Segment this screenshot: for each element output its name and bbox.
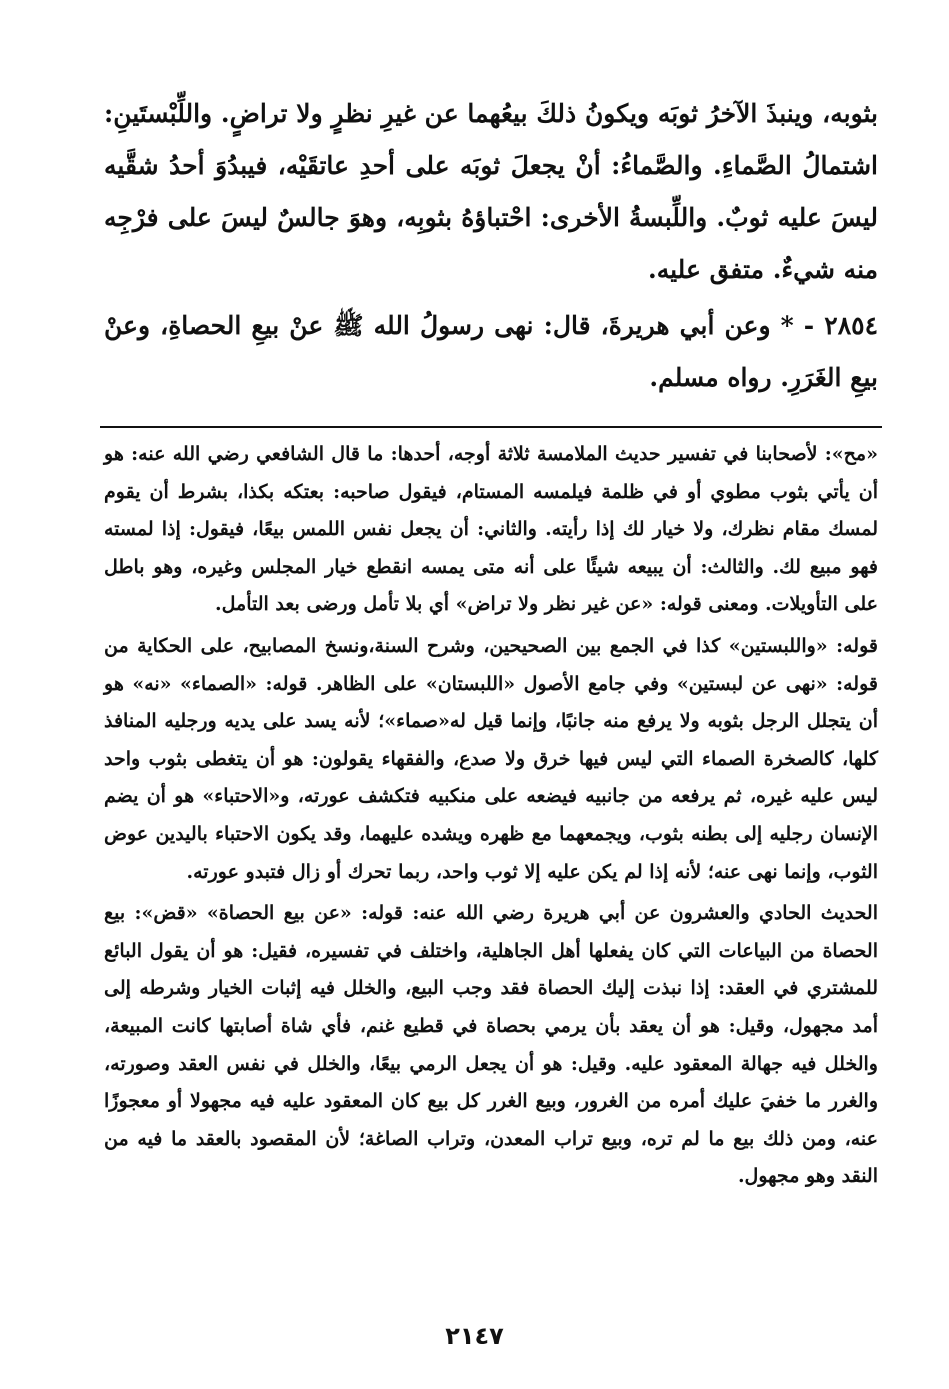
hadith-2854: ٢٨٥٤ - * وعن أبي هريرةَ، قال: نهى رسولُ الله ﷺ عنْ بيعِ الحصاةِ، وعنْ بيعِ الغَرَرِ. رواه مسلم.	[104, 311, 878, 392]
note-paragraph: «مح»: لأصحابنا في تفسير حديث الملامسة ثلاثة أوجه، أحدها: ما قال الشافعي رضي الله عنه: هو أن يأتي بثوب مطوي أو في ظلمة فيلمسه المستام، فيقول صاحبه: بعتكه بكذا، بشرط أن يقوم لمسك مقام نظرك، ولا خيار لك إذا رأيته. والثاني: أن يجعل نفس اللمس بيعًا، فيقول: إذا لمسته فهو مبيع لك. والثالث: أن يبيعه شيئًا على أنه متى يمسه انقطع خيار المجلس وغيره، وهو باطل على التأويلات. ومعنى قوله: «عن غير نظر ولا تراض» أي بلا تأمل ورضى بعد التأمل.	[104, 443, 878, 616]
main-paragraph: بثوبه، وينبذَ الآخرُ ثوبَه ويكونُ ذلكَ بيعُهما عن غيرِ نظرٍ ولا تراضٍ. واللِّبْستَينِ: اشتمالُ الصَّماءِ. والصَّماءُ: أنْ يجعلَ ثوبَه على أحدِ عاتقَيْه، فيبدُوَ أحدُ شقَّيه ليسَ عليه ثوبٌ. واللِّبسةُ الأخرى: احْتباؤهُ بثوبِه، وهوَ جالسٌ ليسَ على فرْجِه منه شيءٌ. متفق عليه.	[104, 99, 878, 284]
footnote-divider	[100, 426, 882, 428]
page-number: ٢١٤٧	[445, 1322, 504, 1350]
note-paragraph: قوله: «واللبستين» كذا في الجمع بين الصحيحين، وشرح السنة،ونسخ المصابيح، على الحكاية من قوله: «نهى عن لبستين» وفي جامع الأصول «اللبستان» على الظاهر. قوله: «الصماء» «نه» هو أن يتجلل الرجل بثوبه ولا يرفع منه جانبًا، وإنما قيل له«صماء»؛ لأنه يسد على يديه ورجليه المنافذ كلها، كالصخرة الصماء التي ليس فيها خرق ولا صدع، والفقهاء يقولون: هو أن يتغطى بثوب واحد ليس عليه غيره، ثم يرفعه من جانبيه فيضعه على منكبيه فتكشف عورته، و«الاحتباء» هو أن يضم الإنسان رجليه إلى بطنه بثوب، ويجمعهما مع ظهره ويشده عليهما، وقد يكون الاحتباء باليدين عوض الثوب، وإنما نهى عنه؛ لأنه إذا لم يكن عليه إلا ثوب واحد، ربما تحرك أو زال فتبدو عورته.	[104, 634, 878, 883]
note-paragraph: الحديث الحادي والعشرون عن أبي هريرة رضي الله عنه: قوله: «عن بيع الحصاة» «قض»: بيع الحصاة من البياعات التي كان يفعلها أهل الجاهلية، واختلف في تفسيره، فقيل: هو أن يقول البائع للمشتري في العقد: إذا نبذت إليك الحصاة فقد وجب البيع، والخلل فيه إثبات الخيار وشرطه إلى أمد مجهول، وقيل: هو أن يعقد بأن يرمي بحصاة في قطيع غنم، فأي شاة أصابتها كانت المبيعة، والخلل فيه جهالة المعقود عليه. وقيل: هو أن يجعل الرمي بيعًا، والخلل في نفس العقد وصورته، والغرر ما خفيَ عليك أمره من الغرور، وبيع الغرر كل بيع كان المعقود عليه فيه مجهولا أو معجوزًا عنه، ومن ذلك بيع ما لم تره، وبيع تراب المعدن، وتراب الصاغة؛ لأن المقصود بالعقد ما فيه من النقد وهو مجهول.	[104, 902, 878, 1188]
page-content	[104, 88, 878, 1196]
main-text	[104, 88, 878, 404]
commentary-notes	[104, 436, 878, 1196]
